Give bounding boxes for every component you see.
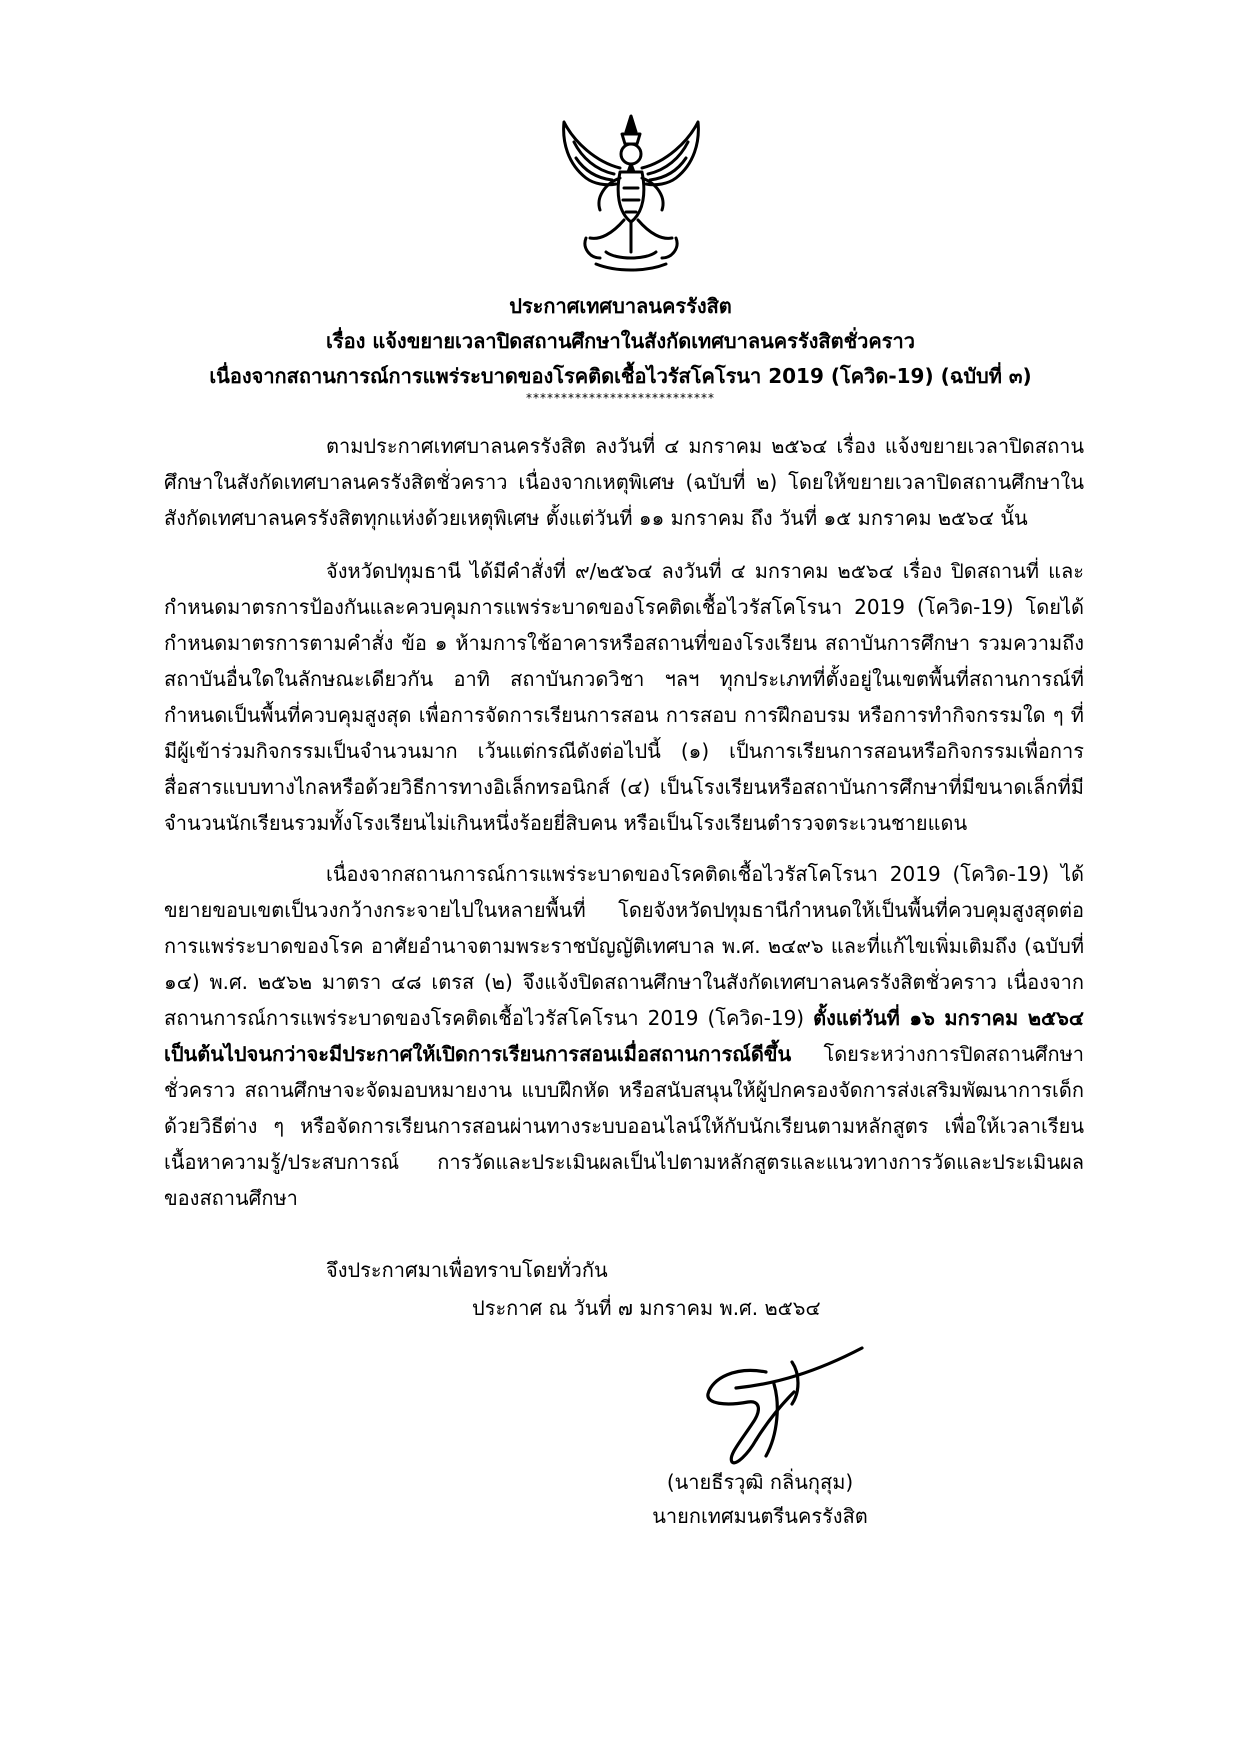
body-paragraph-2: จังหวัดปทุมธานี ได้มีคำสั่งที่ ๙/๒๕๖๔ ลงวันที่ ๔ มกราคม ๒๕๖๔ เรื่อง ปิดสถานที่ และกำหนดมาตรการป้องกันและควบคุมการแพร่ระบาดของโรคติดเชื้อไวรัสโคโรนา 2019 (โควิด-19) โดยได้กำหนดมาตรการตามคำสั่ง ข้อ ๑ ห้ามการใช้อาคารหรือสถานที่ของโรงเรียน สถาบันการศึกษา รวมความถึงสถาบันอื่นใดในลักษณะเดียวกัน อาทิ สถาบันกวดวิชา ฯลฯ ทุกประเภทที่ตั้งอยู่ในเขตพื้นที่สถานการณ์ที่กำหนดเป็นพื้นที่ควบคุมสูงสุด เพื่อการจัดการเรียนการสอน การสอบ การฝึกอบรม หรือการทำกิจกรรมใด ๆ ที่มีผู้เข้าร่วมกิจกรรมเป็นจำนวนมาก เว้นแต่กรณีดังต่อไปนี้ (๑) เป็นการเรียนการสอนหรือกิจกรรมเพื่อการสื่อสารแบบทางไกลหรือด้วยวิธีการทางอิเล็กทรอนิกส์ (๔) เป็นโรงเรียนหรือสถาบันการศึกษาที่มีขนาดเล็กที่มีจำนวนนักเรียนรวมทั้งโรงเรียนไม่เกินหนึ่งร้อยยี่สิบคน หรือเป็นโรงเรียนตำรวจตระเวนชายแดน	[164, 559, 1084, 835]
separator-line: ***************************	[526, 391, 715, 405]
garuda-emblem-icon	[556, 112, 706, 274]
announcement-subject-continued: เนื่องจากสถานการณ์การแพร่ระบาดของโรคติดเชื้อไวรัสโคโรนา 2019 (โควิด-19) (ฉบับที่ ๓)	[209, 364, 1032, 388]
announcement-date: ประกาศ ณ วันที่ ๗ มกราคม พ.ศ. ๒๕๖๔	[472, 1296, 821, 1320]
signature-icon	[696, 1344, 866, 1468]
paragraph-3-bold-text: ตั้งแต่วันที่ ๑๖ มกราคม ๒๕๖๔ เป็นต้นไปจนกว่าจะมีประกาศให้เปิดการเรียนการสอนเมื่อสถานการณ์ดีขึ้น	[164, 1006, 1084, 1066]
signer-position: นายกเทศมนตรีนครรังสิต	[652, 1504, 868, 1528]
paragraph-3-text-a: เนื่องจากสถานการณ์การแพร่ระบาดของโรคติดเชื้อไวรัสโคโรนา 2019 (โควิด-19) ได้ขยายขอบเขตเป็นวงกว้างกระจายไปในหลายพื้นที่ โดยจังหวัดปทุมธานีกำหนดให้เป็นพื้นที่ควบคุมสูงสุดต่อการแพร่ระบาดของโรค อาศัยอำนาจตามพระราชบัญญัติเทศบาล พ.ศ. ๒๔๙๖ และที่แก้ไขเพิ่มเติมถึง (ฉบับที่ ๑๔) พ.ศ. ๒๕๖๒ มาตรา ๔๘ เตรส (๒) จึงแจ้งปิดสถานศึกษาในสังกัดเทศบาลนครรังสิตชั่วคราว เนื่องจากสถานการณ์การแพร่ระบาดของโรคติดเชื้อไวรัสโคโรนา 2019 (โควิด-19)	[164, 862, 1084, 1030]
body-paragraph-3	[164, 856, 1084, 1216]
announcement-title: ประกาศเทศบาลนครรังสิต	[509, 294, 732, 318]
body-paragraph-1: ตามประกาศเทศบาลนครรังสิต ลงวันที่ ๔ มกราคม ๒๕๖๔ เรื่อง แจ้งขยายเวลาปิดสถานศึกษาในสังกัดเทศบาลนครรังสิตชั่วคราว เนื่องจากเหตุพิเศษ (ฉบับที่ ๒) โดยให้ขยายเวลาปิดสถานศึกษาในสังกัดเทศบาลนครรังสิตทุกแห่งด้วยเหตุพิเศษ ตั้งแต่วันที่ ๑๑ มกราคม ถึง วันที่ ๑๕ มกราคม ๒๕๖๔ นั้น	[164, 434, 1084, 530]
paragraph-3-text-b: โดยระหว่างการปิดสถานศึกษาชั่วคราว สถานศึกษาจะจัดมอบหมายงาน แบบฝึกหัด หรือสนับสนุนให้ผู้ปกครองจัดการส่งเสริมพัฒนาการเด็กด้วยวิธีต่าง ๆ หรือจัดการเรียนการสอนผ่านทางระบบออนไลน์ให้กับนักเรียนตามหลักสูตร เพื่อให้เวลาเรียนเนื้อหาความรู้/ประสบการณ์ การวัดและประเมินผลเป็นไปตามหลักสูตรและแนวทางการวัดและประเมินผลของสถานศึกษา	[164, 1042, 1084, 1210]
signer-name: (นายธีรวุฒิ กลิ่นกุสุม)	[666, 1470, 854, 1494]
closing-line: จึงประกาศมาเพื่อทราบโดยทั่วกัน	[326, 1258, 608, 1282]
announcement-subject: เรื่อง แจ้งขยายเวลาปิดสถานศึกษาในสังกัดเทศบาลนครรังสิตชั่วคราว	[326, 329, 915, 353]
